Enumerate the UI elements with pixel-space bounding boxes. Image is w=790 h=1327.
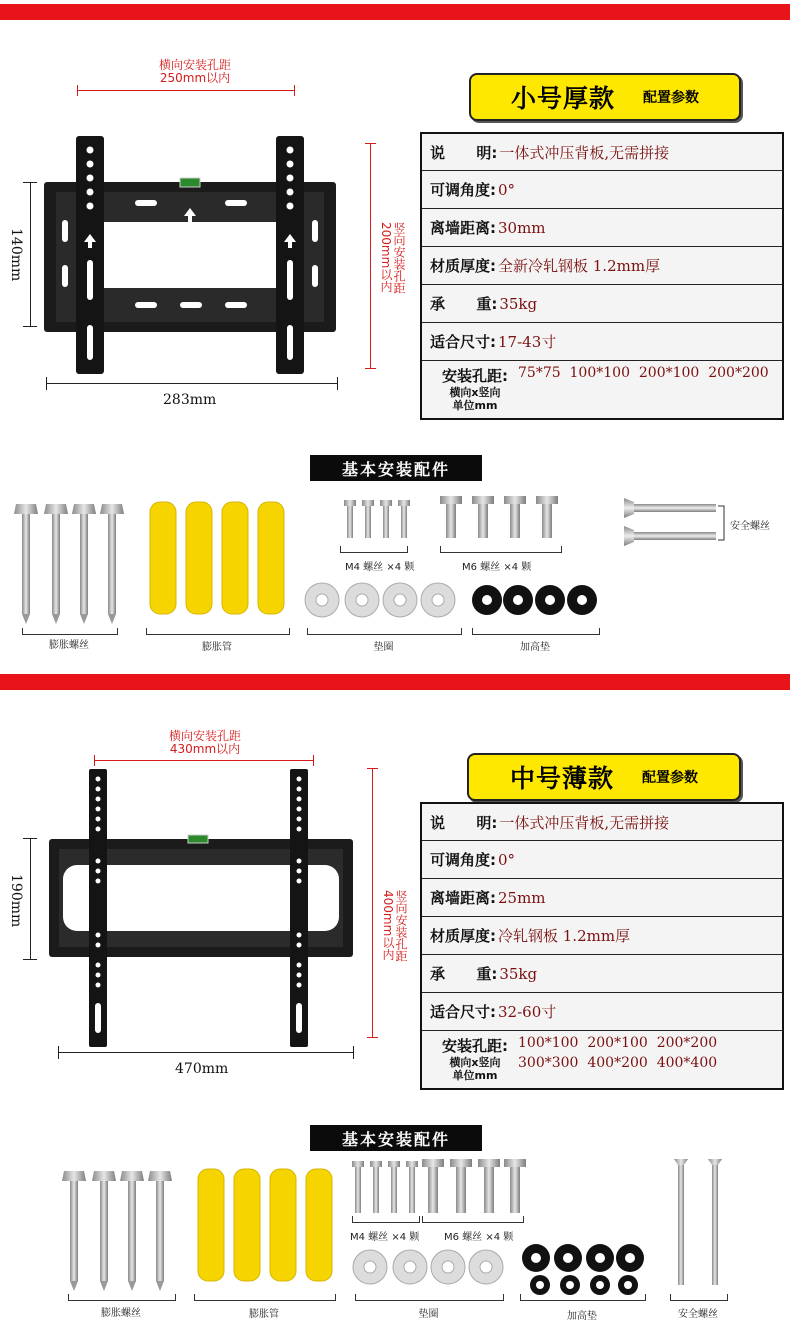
spec-label: 离墙距离: bbox=[430, 219, 496, 237]
small-cap1-line bbox=[22, 628, 118, 635]
hole-values bbox=[518, 365, 769, 381]
mid-cap3: 垫圈 bbox=[418, 1309, 439, 1320]
mid-w-dim-tick-r bbox=[353, 1046, 354, 1059]
hole-label-block bbox=[430, 1035, 520, 1082]
spec-row bbox=[422, 917, 782, 955]
hole-sub2: 单位mm bbox=[452, 1069, 498, 1082]
mid-w-dim-line bbox=[58, 1052, 354, 1053]
spec-value: 0° bbox=[498, 850, 516, 869]
spec-label: 适合尺寸: bbox=[430, 333, 496, 351]
safety-screw-icon bbox=[674, 1159, 722, 1285]
mid-acc-title: 基本安装配件 bbox=[310, 1125, 482, 1151]
small-v-dim-tick-t bbox=[23, 182, 37, 183]
small-w-dim-line bbox=[46, 383, 338, 384]
small-v-hole-label: 竖向安装孔距200mm以内 bbox=[379, 222, 406, 294]
hole-line1: 100*100 200*100 200*200 bbox=[518, 1035, 718, 1051]
hole-line2: 300*300 400*200 400*400 bbox=[518, 1055, 718, 1071]
small-h-dim-tick-r bbox=[294, 85, 295, 96]
mid-v-hole-label: 竖向安装孔距400mm以内 bbox=[381, 890, 408, 962]
mid-v-hole-tick-t bbox=[367, 768, 378, 769]
small-v-hole-tick-t bbox=[365, 143, 376, 144]
spec-label: 承 重: bbox=[430, 965, 498, 983]
small-cap1: 膨胀螺丝 bbox=[49, 640, 89, 651]
spec-row bbox=[422, 841, 782, 879]
hole-label: 安装孔距: bbox=[442, 367, 508, 385]
small-bracket-image bbox=[40, 130, 340, 380]
m4-screw-icon bbox=[344, 500, 410, 538]
mid-acc-image bbox=[0, 1155, 790, 1295]
spec-label: 说 明: bbox=[430, 813, 498, 832]
mid-cap2-line bbox=[194, 1294, 336, 1301]
wall-bracket-icon bbox=[49, 769, 353, 1047]
spec-row bbox=[422, 993, 782, 1031]
expansion-tube-icon bbox=[150, 502, 284, 614]
small-cap2-line bbox=[146, 628, 290, 635]
spec-label: 材质厚度: bbox=[430, 257, 496, 275]
spec-value: 35kg bbox=[499, 294, 538, 313]
spec-value: 30mm bbox=[498, 218, 546, 237]
mid-title: 中号薄款 bbox=[509, 764, 614, 793]
mid-h-dim-line bbox=[94, 760, 314, 761]
small-cap3: 垫圈 bbox=[373, 642, 394, 653]
hole-sub1: 横向x竖向 bbox=[449, 386, 501, 399]
spec-value: 25mm bbox=[498, 888, 546, 907]
m6-screw-icon bbox=[422, 1159, 526, 1213]
mid-cap1: 膨胀螺丝 bbox=[101, 1308, 141, 1319]
mid-width-text: 470mm bbox=[175, 1061, 229, 1077]
mid-cap5-line bbox=[670, 1294, 728, 1301]
mid-v-dim-line bbox=[30, 838, 31, 960]
spec-label: 材质厚度: bbox=[430, 927, 496, 945]
spacer-icon bbox=[472, 585, 597, 615]
small-w-dim-tick-l bbox=[46, 377, 47, 390]
small-h-dim-label bbox=[120, 59, 270, 85]
small-subtitle: 配置参数 bbox=[643, 90, 699, 106]
hole-label-block bbox=[430, 365, 520, 412]
small-v-hole-tick-b bbox=[365, 368, 376, 369]
small-v-dim-line bbox=[30, 182, 31, 327]
mid-m4-bracket bbox=[352, 1216, 420, 1223]
spec-row bbox=[422, 323, 782, 361]
small-acc-title: 基本安装配件 bbox=[310, 455, 482, 481]
spec-label: 承 重: bbox=[430, 295, 498, 313]
mid-v-dim-tick-b bbox=[23, 959, 37, 960]
mid-w-dim-tick-l bbox=[58, 1046, 59, 1059]
hole-values bbox=[518, 1035, 717, 1071]
small-m6-label: M6 螺丝 ×4 颗 bbox=[462, 562, 532, 573]
small-v-hole-dim-line bbox=[370, 143, 371, 369]
spacer-icon bbox=[522, 1244, 644, 1295]
mid-v-dim-tick-t bbox=[23, 838, 37, 839]
safety-screw-icon bbox=[624, 498, 716, 546]
small-cap4-line bbox=[472, 628, 600, 635]
small-title: 小号厚款 bbox=[510, 84, 615, 113]
spec-row-hole bbox=[422, 1031, 782, 1084]
spec-label: 说 明: bbox=[430, 143, 498, 162]
mid-m4-label: M4 螺丝 ×4 颗 bbox=[350, 1232, 420, 1243]
expansion-screw-icon bbox=[14, 504, 124, 624]
small-h-dim-tick-l bbox=[77, 85, 78, 96]
spec-row bbox=[422, 247, 782, 285]
hole-line1: 75*75 100*100 200*100 200*200 bbox=[518, 365, 769, 381]
small-width-text: 283mm bbox=[163, 392, 217, 408]
mid-v-hole-dim-line bbox=[372, 768, 373, 1038]
small-cap3-line bbox=[307, 628, 462, 635]
mid-cap3-line bbox=[355, 1294, 504, 1301]
spec-row bbox=[422, 171, 782, 209]
spec-row bbox=[422, 209, 782, 247]
spec-value: 32-60寸 bbox=[498, 1003, 557, 1021]
small-h-dim-line bbox=[77, 90, 295, 91]
m4-screw-icon bbox=[352, 1161, 418, 1213]
mid-h-dim-label bbox=[120, 730, 290, 756]
mid-h-dim-label-2: 430mm以内 bbox=[169, 742, 241, 756]
spec-value: 0° bbox=[498, 180, 516, 199]
mid-title-box bbox=[467, 753, 741, 801]
mid-cap1-line bbox=[68, 1294, 176, 1301]
spec-row bbox=[422, 804, 782, 841]
spec-row bbox=[422, 285, 782, 323]
small-m4-label: M4 螺丝 ×4 颗 bbox=[345, 562, 415, 573]
mid-m6-label: M6 螺丝 ×4 颗 bbox=[444, 1232, 514, 1243]
spec-row bbox=[422, 879, 782, 917]
small-h-dim-label-1: 横向安装孔距 bbox=[158, 58, 231, 72]
small-safety-label: 安全螺丝 bbox=[730, 521, 770, 532]
spec-value: 35kg bbox=[499, 964, 538, 983]
spec-row-hole bbox=[422, 361, 782, 414]
mid-m6-bracket bbox=[422, 1216, 524, 1223]
hole-label: 安装孔距: bbox=[442, 1037, 508, 1055]
spec-label: 适合尺寸: bbox=[430, 1003, 496, 1021]
small-cap2: 膨胀管 bbox=[202, 642, 232, 653]
medium-bracket-image bbox=[45, 765, 360, 1050]
spec-row bbox=[422, 955, 782, 993]
mid-v-hole-tick-b bbox=[367, 1037, 378, 1038]
small-h-dim-label-2: 250mm以内 bbox=[159, 71, 231, 85]
mid-cap4-line bbox=[520, 1294, 646, 1301]
spec-value: 一体式冲压背板,无需拼接 bbox=[499, 813, 670, 832]
washer-icon bbox=[305, 583, 455, 617]
mid-spec-table bbox=[420, 802, 784, 1090]
small-v-dim-tick-b bbox=[23, 326, 37, 327]
small-w-dim-tick-r bbox=[337, 377, 338, 390]
mid-subtitle: 配置参数 bbox=[642, 770, 698, 786]
expansion-screw-icon bbox=[62, 1171, 172, 1291]
m6-screw-icon bbox=[440, 496, 558, 538]
hole-sub1: 横向x竖向 bbox=[449, 1056, 501, 1069]
mid-cap4: 加高垫 bbox=[567, 1311, 597, 1322]
mid-h-dim-label-1: 横向安装孔距 bbox=[168, 729, 241, 743]
small-m6-bracket bbox=[440, 546, 562, 553]
spec-row bbox=[422, 134, 782, 171]
small-title-box bbox=[469, 73, 741, 121]
spec-label: 可调角度: bbox=[430, 851, 496, 869]
spec-label: 离墙距离: bbox=[430, 889, 496, 907]
small-spec-table bbox=[420, 132, 784, 420]
hole-sub2: 单位mm bbox=[452, 399, 498, 412]
spec-value: 17-43寸 bbox=[498, 333, 557, 351]
top-red-bar bbox=[0, 4, 790, 20]
spec-label: 可调角度: bbox=[430, 181, 496, 199]
wall-bracket-icon bbox=[44, 136, 336, 374]
small-m4-bracket bbox=[340, 546, 408, 553]
small-cap4: 加高垫 bbox=[520, 642, 550, 653]
mid-red-bar bbox=[0, 674, 790, 690]
washer-icon bbox=[353, 1250, 503, 1284]
expansion-tube-icon bbox=[198, 1169, 332, 1281]
spec-value: 全新冷轧钢板 1.2mm厚 bbox=[498, 257, 661, 275]
spec-value: 冷轧钢板 1.2mm厚 bbox=[498, 927, 631, 945]
mid-cap2: 膨胀管 bbox=[249, 1309, 279, 1320]
spec-value: 一体式冲压背板,无需拼接 bbox=[499, 143, 670, 162]
mid-cap5: 安全螺丝 bbox=[678, 1309, 718, 1320]
small-height-text: 140mm bbox=[8, 228, 24, 282]
mid-height-text: 190mm bbox=[8, 874, 24, 928]
